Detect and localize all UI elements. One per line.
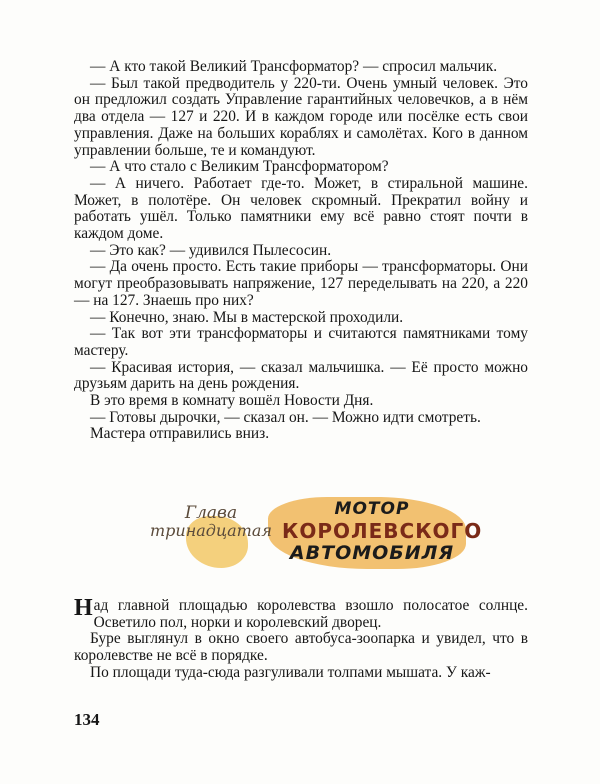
drop-cap: Н (74, 595, 93, 621)
chapter-word-glava: Глава (184, 503, 238, 523)
paragraph: — Готовы дырочки, — сказал он. — Можно идти смотреть. (90, 408, 481, 426)
opening-paragraph (74, 595, 528, 631)
paragraph: — Красивая история, — сказал мальчишка. — Её просто можно друзьям дарить на день рождения. (74, 358, 528, 393)
chapter-title (282, 498, 483, 564)
paragraph: В это время в комнату вошёл Новости Дня. (90, 392, 374, 410)
chapter-label (150, 504, 272, 540)
text-block-top (74, 59, 528, 443)
opening-paragraph-text: ад главной площадью королевства взошло полосатое солнце. Осветило пол, норки и королевский дворец. (93, 597, 528, 631)
paragraph: — Так вот эти трансформаторы и считаются памятниками тому мастеру. (74, 325, 528, 359)
paragraph: — Да очень просто. Есть такие приборы — трансформаторы. Они могут преобразовывать напряжение, 127 переделывать на 220, а 220 — на 127. Знаешь про них? (74, 258, 528, 309)
paragraph: Мастера отправились вниз. (90, 425, 270, 443)
chapter-title-line-1: МОТОР (334, 499, 410, 519)
chapter-word-number: тринадцатая (150, 521, 272, 540)
paragraph: — А ничего. Работает где-то. Может, в стиральной машине. Может, в полотёре. Он человек скромный. Прекратил войну и работать ушёл. Только памятники ему всё равно стоят почти в каждом доме. (74, 174, 528, 243)
paragraph: — А что стало с Великим Трансформатором? (90, 158, 389, 176)
paragraph: — А кто такой Великий Трансформатор? — спросил мальчик. (90, 58, 498, 75)
paragraph: Буре выглянул в окно своего автобуса-зоопарка и увидел, что в королевстве не всё в порядке. (74, 630, 528, 665)
text-block-bottom (74, 595, 528, 682)
page-number: 134 (74, 710, 100, 729)
chapter-title-line-2: КОРОЛЕВСКОГО (282, 519, 483, 543)
paragraph: — Был такой предводитель у 220-ти. Очень умный человек. Это он предложил создать Управление гарантийных человечков, а в нём два отдела — 127 и 220. И в каждом городе или посёлке есть свои управления. Даже на больших кораблях и самолётах. Кого в данном управлении больше, те и командуют. (74, 74, 528, 159)
paragraph: По площади туда-сюда разгуливали толпами мышата. У каж- (90, 663, 491, 681)
chapter-title-line-3: АВТОМОБИЛЯ (289, 542, 455, 564)
paragraph: — Это как? — удивился Пылесосин. (90, 241, 332, 259)
paragraph: — Конечно, знаю. Мы в мастерской проходили. (90, 308, 404, 326)
